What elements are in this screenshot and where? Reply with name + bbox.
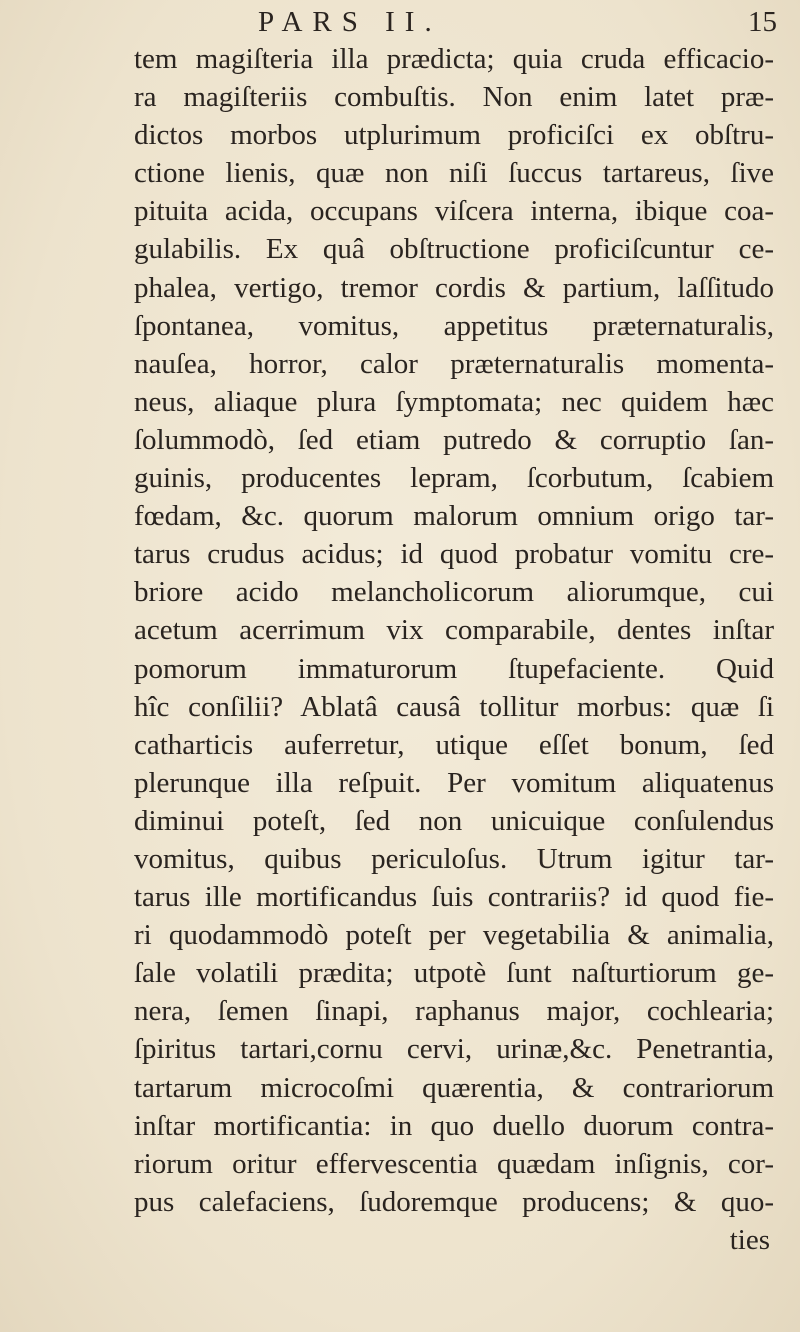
running-head: PARS II. [258,6,442,38]
text-line: fœdam, &c. quorum malorum omnium origo tar- [134,500,774,533]
text-line: gulabilis. Ex quâ obſtructione proficiſcuntur ce- [134,233,774,266]
page-number: 15 [748,6,777,38]
text-line: briore acido melancholicorum aliorumque, cui [134,576,774,609]
text-line: riorum oritur effervescentia quædam inſignis, cor- [134,1147,774,1180]
text-line: plerunque illa reſpuit. Per vomitum aliquatenus [134,766,774,799]
catchword: ties [729,1223,770,1256]
text-line: tarus ille mortificandus ſuis contrariis? id quod fie- [134,881,774,914]
text-line: nauſea, horror, calor præternaturalis momenta- [134,347,774,380]
text-line: inſtar mortificantia: in quo duello duorum contra- [134,1109,774,1142]
text-line: ſpontanea, vomitus, appetitus præternaturalis, [134,309,774,342]
text-line: ctione lienis, quæ non niſi ſuccus tartareus, ſive [134,157,774,190]
text-line: tem magiſteria illa prædicta; quia cruda efficacio- [134,43,774,75]
page-header [0,6,800,42]
text-line: tartarum microcoſmi quærentia, & contrariorum [134,1071,774,1104]
text-line: hîc conſilii? Ablatâ causâ tollitur morbus: quæ ſi [134,690,774,723]
text-line: ſolummodò, ſed etiam putredo & corruptio ſan- [134,423,774,456]
text-line: pituita acida, occupans viſcera interna, ibique coa- [134,195,774,228]
text-line: catharticis auferretur, utique eſſet bonum, ſed [134,728,774,761]
text-line: vomitus, quibus periculoſus. Utrum igitur tar- [134,842,774,875]
text-line: pomorum immaturorum ſtupefaciente. Quid [134,652,774,685]
text-line: ſale volatili prædita; utpotè ſunt naſturtiorum ge- [134,957,774,990]
text-line: guinis, producentes lepram, ſcorbutum, ſcabiem [134,462,774,495]
text-line: ſpiritus tartari,cornu cervi, urinæ,&c. Penetrantia, [134,1033,774,1066]
text-line: acetum acerrimum vix comparabile, dentes inſtar [134,614,774,647]
text-line: ra magiſteriis combuſtis. Non enim latet præ- [134,81,774,114]
text-line: ri quodammodò poteſt per vegetabilia & animalia, [134,919,774,952]
body-text [134,40,774,1259]
text-line: pus calefaciens, ſudoremque producens; & quo- [134,1185,774,1218]
text-line: phalea, vertigo, tremor cordis & partium, laſſitudo [134,271,774,304]
text-line: neus, aliaque plura ſymptomata; nec quidem hæc [134,385,774,418]
text-line: dictos morbos utplurimum proficiſci ex obſtru- [134,119,774,152]
text-line: nera, ſemen ſinapi, raphanus major, cochlearia; [134,995,774,1028]
text-line: diminui poteſt, ſed non unicuique conſulendus [134,804,774,837]
text-line: tarus crudus acidus; id quod probatur vomitu cre- [134,538,774,571]
